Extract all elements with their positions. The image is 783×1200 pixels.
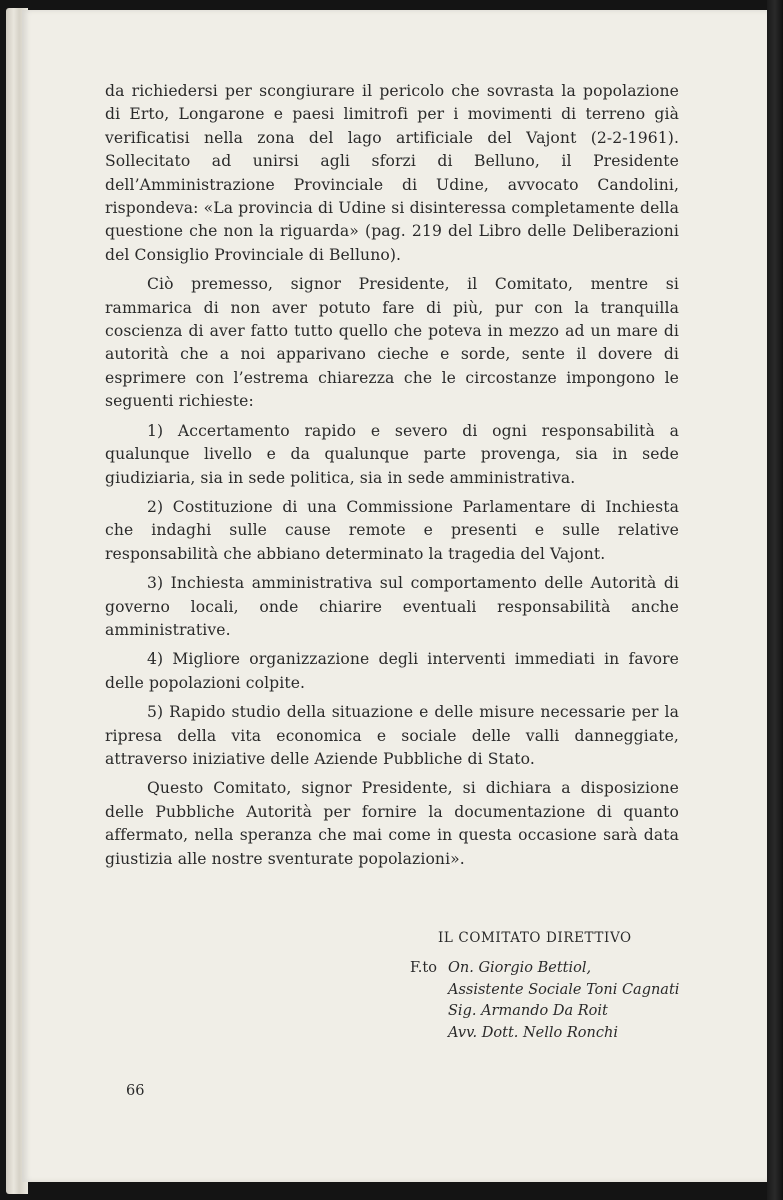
signature-block: [410, 958, 679, 1044]
request-5: 5) Rapido studio della situazione e delle misure necessarie per la ripresa della vita economica e sociale delle valli danneggiate, attraverso iniziative delle Aziende Pubbliche di Stato.: [105, 703, 679, 768]
right-edge: [767, 0, 783, 1200]
request-1: 1) Accertamento rapido e severo di ogni responsabilità a qualunque livello e da qualunque parte provenga, sia in sede giudiziaria, sia in sede politica, sia in sede amministrativa.: [105, 421, 679, 487]
signature-line: [410, 980, 679, 1002]
signatory-name: Sig. Armando Da Roit: [448, 1003, 608, 1019]
paragraph-2: Ciò premesso, signor Presidente, il Comitato, mentre si rammarica di non aver potuto fare di più, pur con la tranquilla coscienza di aver fatto tutto quello che poteva in mezzo ad un mare di autorità che a noi apparivano cieche e sorde, sente il dovere di esprimere con l’estrema chiarezza che le circostanze impongono le seguenti richieste:: [105, 275, 679, 411]
body-text: [105, 80, 679, 877]
closing-paragraph: Questo Comitato, signor Presidente, si dichiara a disposizione delle Pubbliche Autorità per fornire la documentazione di quanto affermato, nella speranza che mai come in questa occasione sarà data giustizia alle nostre sventurate popolazioni».: [105, 779, 679, 868]
page-number: 66: [126, 1083, 145, 1099]
request-4: 4) Migliore organizzazione degli interventi immediati in favore delle popolazioni colpite.: [105, 650, 679, 692]
signature-heading: IL COMITATO DIRETTIVO: [438, 930, 632, 946]
signatory-name: Assistente Sociale Toni Cagnati: [448, 981, 680, 998]
signature-line: [410, 958, 679, 980]
signature-line: [410, 1001, 679, 1023]
paragraph-1: da richiedersi per scongiurare il pericolo che sovrasta la popolazione di Erto, Longarone e paesi limitrofi per i movimenti di terreno già verificatisi nella zona del lago artificiale del Vajont (2-2-1961). Sollecitato ad unirsi agli sforzi di Belluno, il Presidente dell’Amministrazione Provinciale di Udine, avvocato Candolini, rispondeva: «La provincia di Udine si disinteressa completamente della questione che non la riguarda» (pag. 219 del Libro delle Deliberazioni del Consiglio Provinciale di Belluno).: [105, 82, 679, 264]
request-3: 3) Inchiesta amministrativa sul comportamento delle Autorità di governo locali, onde chiarire eventuali responsabilità anche amministrative.: [105, 574, 679, 639]
signatory-name: On. Giorgio Bettiol,: [448, 960, 592, 976]
signature-line: [410, 1023, 679, 1045]
request-2: 2) Costituzione di una Commissione Parlamentare di Inchiesta che indaghi sulle cause remote e presenti e sulle relative responsabilità che abbiano determinato la tragedia del Vajont.: [105, 497, 679, 563]
signatory-name: Avv. Dott. Nello Ronchi: [448, 1024, 618, 1041]
signature-prefix: F.to: [410, 960, 437, 976]
